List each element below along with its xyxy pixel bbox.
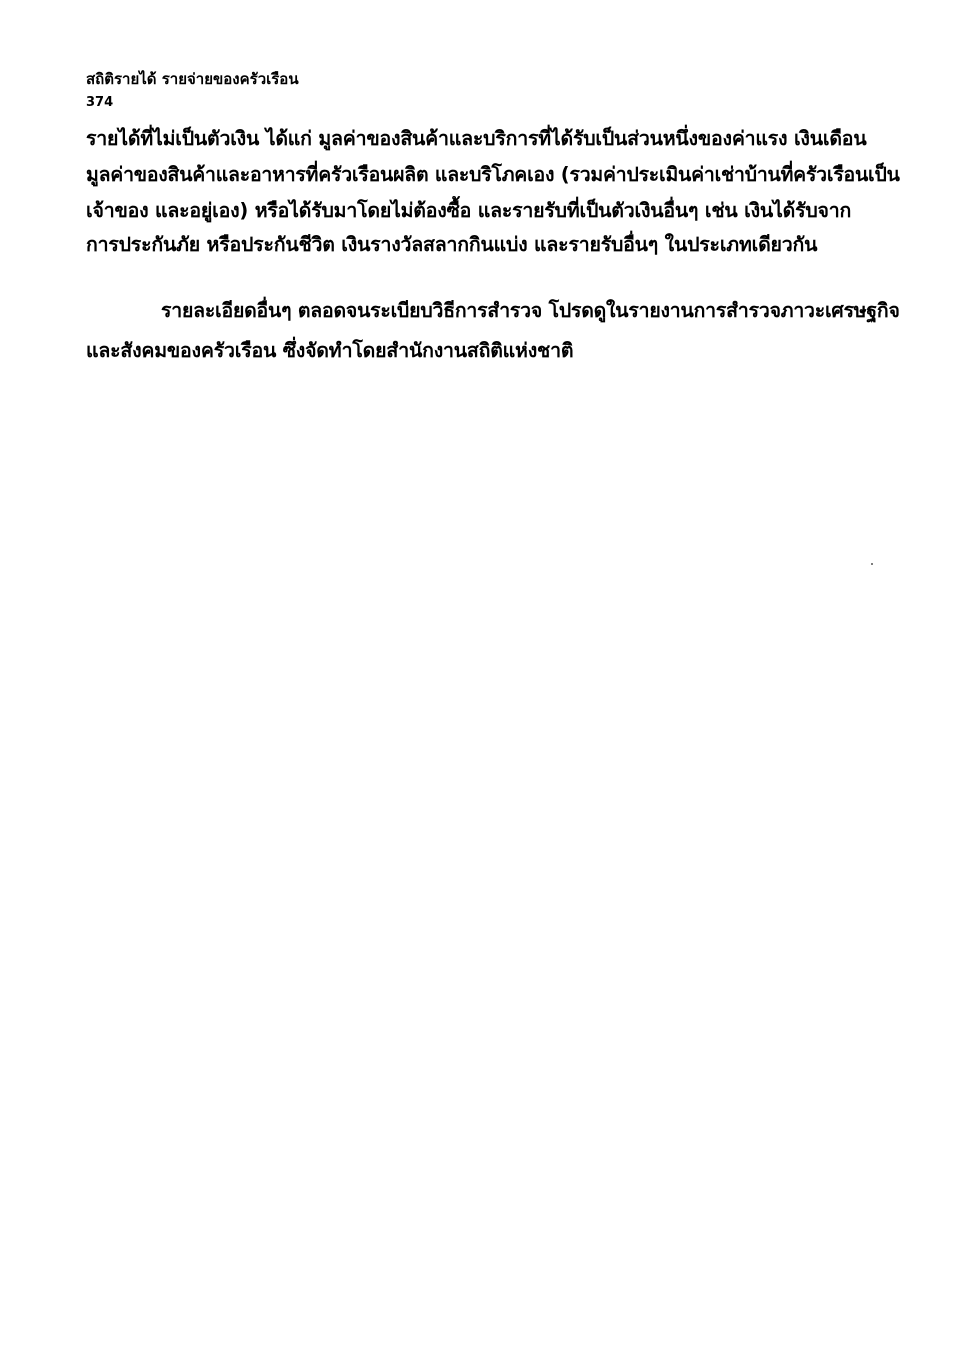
paragraph-line: รายได้ที่ไม่เป็นตัวเงิน ได้แก่ มูลค่าของสินค้าและบริการที่ได้รับเป็นส่วนหนึ่งของค่าแรง เงินเดือน [86, 127, 867, 150]
running-header [86, 68, 686, 112]
scan-speck [871, 563, 873, 565]
paragraph-line: และสังคมของครัวเรือน ซึ่งจัดทำโดยสำนักงานสถิติแห่งชาติ [86, 339, 574, 362]
page-number: 374 [86, 95, 114, 110]
paragraph-line: เจ้าของ และอยู่เอง) หรือได้รับมาโดยไม่ต้องซื้อ และรายรับที่เป็นตัวเงินอื่นๆ เช่น เงินได้รับจาก [86, 199, 852, 222]
paragraph-line: การประกันภัย หรือประกันชีวิต เงินรางวัลสลากกินแบ่ง และรายรับอื่นๆ ในประเภทเดียวกัน [86, 233, 818, 256]
header-title: สถิติรายได้ รายจ่ายของครัวเรือน [86, 70, 299, 88]
paragraph-line: รายละเอียดอื่นๆ ตลอดจนระเบียบวิธีการสำรวจ โปรดดูในรายงานการสำรวจภาวะเศรษฐกิจ [161, 299, 900, 322]
paragraph-line: มูลค่าของสินค้าและอาหารที่ครัวเรือนผลิต และบริโภคเอง (รวมค่าประเมินค่าเช่าบ้านที่ครัวเรือนเป็น [86, 163, 900, 186]
